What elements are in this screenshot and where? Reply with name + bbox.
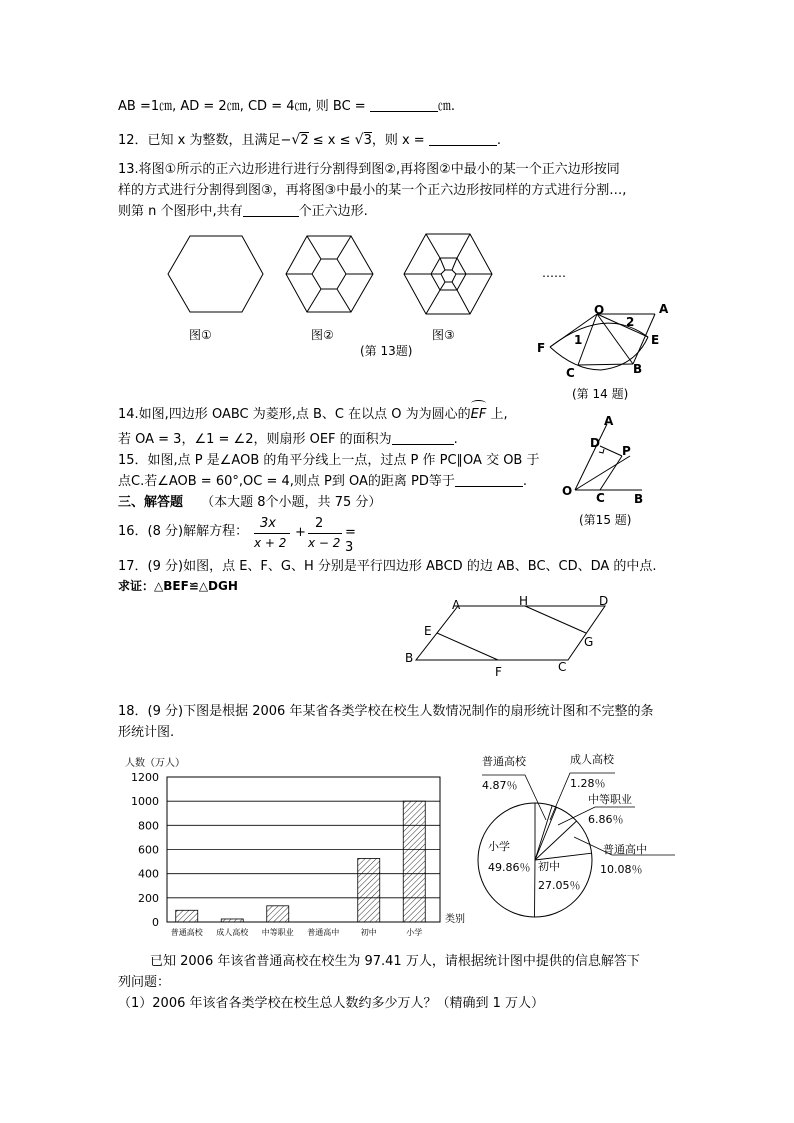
q11-line <box>118 99 455 115</box>
q15-caption: (第15 题) <box>579 513 632 527</box>
pie-label-3: 普通高中 <box>603 843 647 856</box>
pie-label-0: 普通高校 <box>482 755 526 768</box>
pie-percent-4: 27.05％ <box>538 879 581 892</box>
q14-arc-ef <box>471 404 487 423</box>
bar-chart <box>115 752 475 942</box>
q11-answer-blank[interactable] <box>370 99 438 112</box>
pie-slice-5 <box>534 860 535 917</box>
pie-chart <box>470 745 685 940</box>
bar-1 <box>221 919 243 922</box>
q14-text: 14.如图,四边形 OABC 为菱形,点 B、C 在以点 O 为为圆心的 <box>118 407 471 422</box>
q15-label-C: C <box>596 491 605 505</box>
q15-label-D: D <box>590 436 600 450</box>
q16-den2: x − 2 <box>308 536 341 550</box>
q15-answer-blank[interactable] <box>455 474 523 487</box>
q14-text-2: 若 OA = 3，∠1 = ∠2，则扇形 OEF 的面积为 <box>118 432 392 447</box>
bar-4 <box>358 858 380 922</box>
pie-slice-4 <box>535 853 592 860</box>
q18-line2: 形统计图. <box>118 725 175 740</box>
q13-hexagon-figures <box>160 228 510 318</box>
q14-answer-blank[interactable] <box>392 432 454 445</box>
q13-fig3-label: 图③ <box>432 328 455 342</box>
x-tick-label: 普通高中 <box>307 928 340 937</box>
q16-line <box>118 524 248 540</box>
pie-percent-3: 10.08％ <box>600 863 643 876</box>
x-tick-label: 成人高校 <box>216 928 249 937</box>
q11-text: AB =1㎝, AD = 2㎝, CD = 4㎝, 则 BC = <box>118 99 370 114</box>
section-3-note: （本大题 8个小题，共 75 分） <box>201 495 382 510</box>
sector-arc-lower <box>550 347 601 370</box>
pie-label-1: 成人高校 <box>570 753 614 766</box>
q18-line5: （1）2006 年该省各类学校在校生总人数约多少万人？（精确到 1 万人） <box>118 996 545 1011</box>
section-3-header <box>118 495 381 511</box>
q14-caption: (第 14 题) <box>572 387 629 401</box>
bar-0 <box>176 910 198 922</box>
q14-label-F: F <box>537 341 546 355</box>
q17-label-F: F <box>495 665 502 679</box>
y-tick-label: 800 <box>138 819 159 833</box>
q16-plus: + <box>295 525 306 540</box>
q13-line2: 样的方式进行分割得到图③，再将图③中最小的某一个正六边形按同样的方式进行分割…, <box>118 183 627 198</box>
hexagon-3-inner <box>441 270 456 282</box>
y-tick-label: 400 <box>138 867 159 881</box>
q14-label-E: E <box>651 333 660 347</box>
q17-parallelogram-figure <box>410 598 620 668</box>
q13-text: 则第 n 个图形中,共有 <box>118 204 243 219</box>
q14-line1 <box>118 404 508 423</box>
x-tick-label: 初中 <box>360 928 377 937</box>
pie-percent-2: 6.86％ <box>588 813 624 826</box>
q14-label-1: 1 <box>574 333 583 347</box>
y-tick-label: 1000 <box>131 795 159 809</box>
q15-label-O: O <box>562 484 573 498</box>
q17-label-G: G <box>584 635 594 649</box>
q15-line1: 15．如图,点 P 是∠AOB 的角平分线上一点，过点 P 作 PC∥OA 交 OB 于 <box>118 453 540 468</box>
q13-fig2-label: 图② <box>311 328 334 342</box>
q18-line3: 已知 2006 年该省普通高校在校生为 97.41 万人，请根据统计图中提供的信息解答下 <box>150 954 640 969</box>
pie-label-4: 初中 <box>538 860 560 873</box>
q15-label-B: B <box>634 492 644 506</box>
q13-caption: (第 13题) <box>360 344 413 358</box>
bar-chart-ylabel: 人数（万人） <box>125 758 185 769</box>
q12-end: . <box>496 133 501 148</box>
y-tick-label: 0 <box>152 916 159 929</box>
bar-2 <box>267 906 289 922</box>
x-tick-label: 小学 <box>406 928 423 937</box>
q14-label-C: C <box>566 366 575 380</box>
q18-line4: 列问题： <box>118 975 171 990</box>
q13-text-b: 个正六边形. <box>298 204 368 219</box>
q14-label-O: O <box>594 303 605 317</box>
q12-text: 12．已知 x 为整数，且满足 <box>118 133 281 148</box>
q16-num1: 3x <box>260 516 276 531</box>
q13-answer-blank[interactable] <box>243 204 299 217</box>
q15-angle-figure <box>560 412 670 497</box>
sqrt-sign: √ <box>354 132 364 148</box>
fraction-bar <box>254 533 290 534</box>
hexagon-2-inner <box>312 259 346 289</box>
y-tick-label: 1200 <box>131 771 159 784</box>
y-tick-label: 600 <box>138 843 159 857</box>
bar-chart-xlabel: 类别 <box>445 914 465 925</box>
q13-fig1-label: 图① <box>189 328 212 342</box>
arc-mark <box>471 400 487 407</box>
q14-text-b: 上, <box>486 407 508 422</box>
q16-eq: = 3 <box>345 525 356 555</box>
q16-den1: x + 2 <box>254 536 287 550</box>
pie-percent-1: 1.28％ <box>570 777 606 790</box>
q14-label-B: B <box>633 362 643 376</box>
pie-percent-0: 4.87％ <box>482 779 518 792</box>
hexagon-1 <box>168 236 263 312</box>
q16-equation <box>254 516 354 554</box>
q12-minus: − <box>280 133 292 148</box>
q14-line2 <box>118 432 458 448</box>
pie-percent-5: 49.86％ <box>488 861 531 874</box>
arc-label: EF <box>470 407 487 422</box>
section-3-title: 三、解答题 <box>118 495 184 510</box>
q17-label-D: D <box>599 594 609 608</box>
q16-num2: 2 <box>315 516 324 531</box>
q17-line2: 求证：△BEF≌△DGH <box>118 579 238 593</box>
x-tick-label: 普通高校 <box>170 928 203 937</box>
q13-line3 <box>118 204 368 220</box>
pie-label-5: 小学 <box>488 840 510 853</box>
q18-line1: 18．(9 分)下图是根据 2006 年某省各类学校在校生人数情况制作的扇形统计图和不完整的条 <box>118 704 654 719</box>
q12-answer-blank[interactable] <box>429 133 497 146</box>
q15-end: . <box>522 474 528 489</box>
q12-inequality: ≤ x ≤ <box>308 133 355 148</box>
q12-line <box>118 132 501 149</box>
q14-label-A: A <box>659 302 669 316</box>
q14-end: . <box>453 432 458 447</box>
fraction-bar <box>308 533 342 534</box>
q12-text-b: ，则 x = <box>371 133 429 148</box>
pie-slice-2 <box>535 807 556 860</box>
q15-text: 点C.若∠AOB = 60°,OC = 4,则点 P到 OA的距离 PD等于 <box>118 474 455 489</box>
q17-label-C: C <box>558 660 567 674</box>
q13-ellipsis: …… <box>542 266 566 280</box>
q12-root3: 3 <box>363 133 372 148</box>
y-tick-label: 200 <box>138 891 159 905</box>
q12-root2: 2 <box>300 133 309 148</box>
q15-label-A: A <box>604 414 614 428</box>
q14-label-2: 2 <box>626 315 635 329</box>
q16-text: 16．(8 分)解解方程： <box>118 524 249 539</box>
sqrt-sign: √ <box>291 132 301 148</box>
q15-label-P: P <box>622 444 631 458</box>
q17-label-E: E <box>424 624 432 638</box>
q17-label-B: B <box>405 651 414 665</box>
q15-line2 <box>118 474 527 490</box>
pie-label-2: 中等职业 <box>588 793 632 806</box>
bar-5 <box>403 801 425 922</box>
q11-unit: ㎝. <box>437 99 455 114</box>
q13-line1: 13.将图①所示的正六边形进行进行分割得到图②,再将图②中最小的某一个正六边形按同 <box>118 162 620 177</box>
q17-label-A: A <box>452 598 461 612</box>
q17-line1: 17．(9 分)如图，点 E、F、G、H 分别是平行四边形 ABCD 的边 AB、BC、CD、DA 的中点. <box>118 559 657 574</box>
q17-label-H: H <box>519 594 529 608</box>
x-tick-label: 中等职业 <box>261 928 294 937</box>
